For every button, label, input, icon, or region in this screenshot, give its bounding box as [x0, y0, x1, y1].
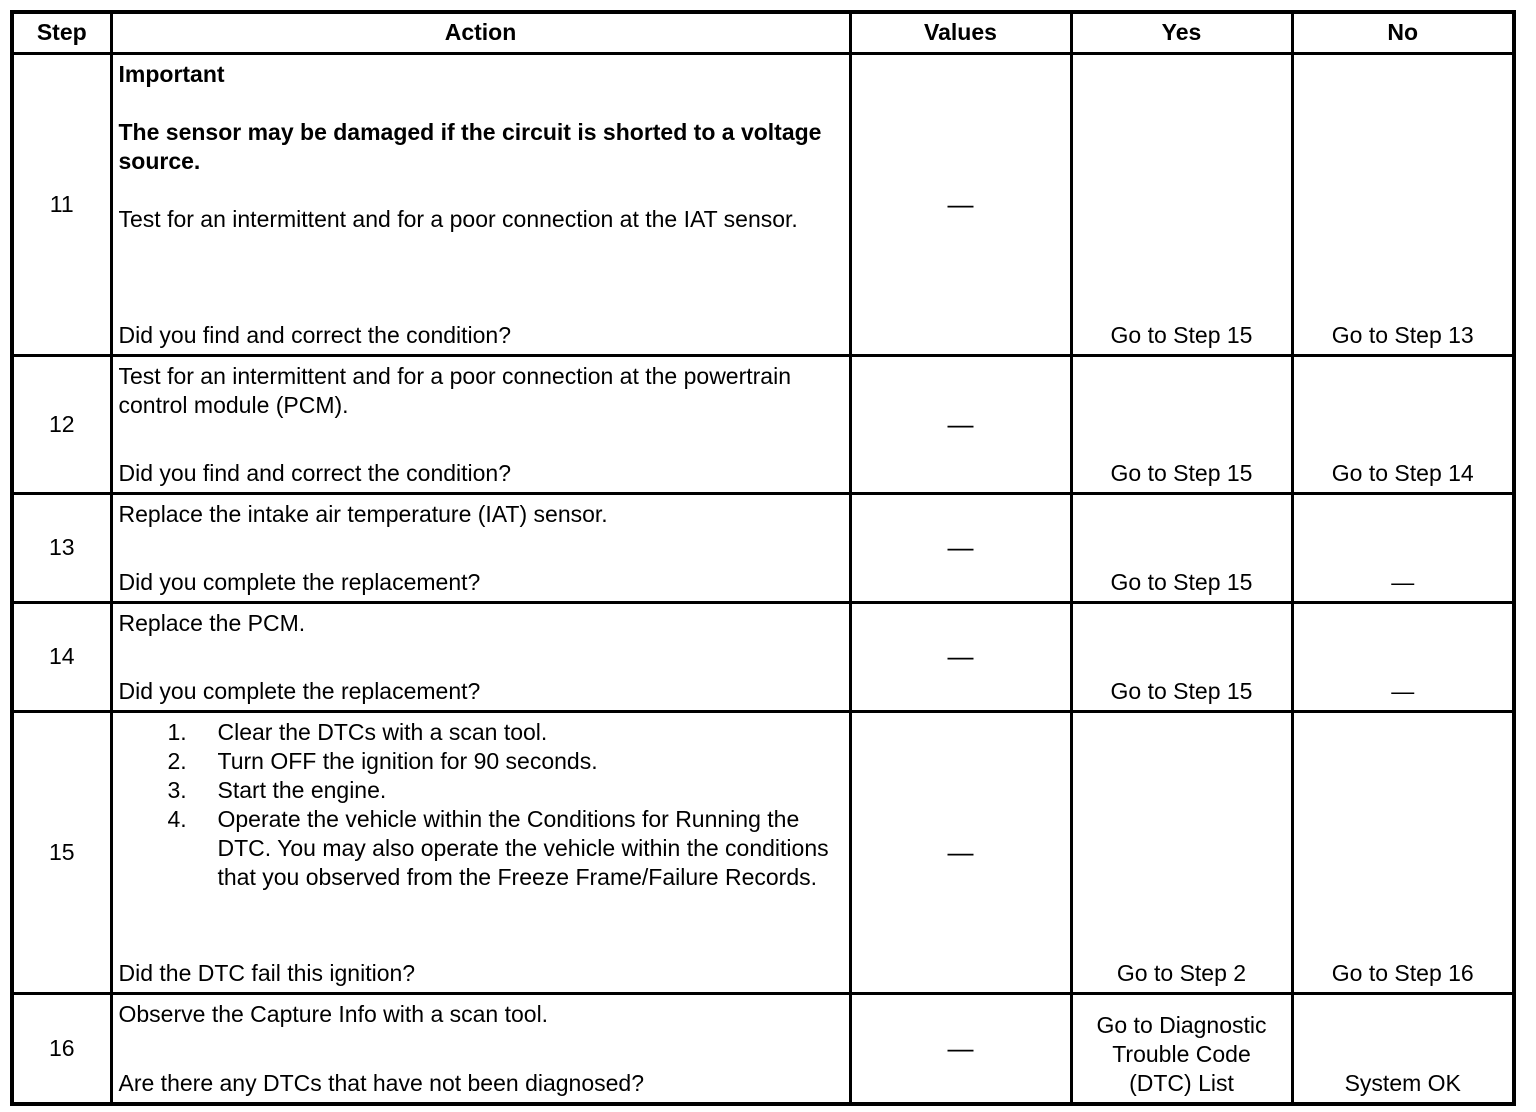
table-row-step-16 — [12, 993, 1514, 1104]
action-cell — [111, 493, 850, 602]
step-number: 14 — [12, 602, 111, 711]
no-value: — — [1292, 602, 1514, 711]
diagnostic-table — [10, 10, 1516, 1106]
action-cell — [111, 355, 850, 493]
header-no: No — [1292, 12, 1514, 53]
step-number: 12 — [12, 355, 111, 493]
header-row — [12, 12, 1514, 53]
header-yes: Yes — [1071, 12, 1292, 53]
table-row-step-11 — [12, 53, 1514, 355]
table-row-step-14 — [12, 602, 1514, 711]
list-item: Start the engine. — [217, 776, 387, 803]
important-label: Important — [118, 60, 225, 87]
action-cell — [111, 711, 850, 993]
values-cell: — — [850, 602, 1071, 711]
table-row-step-12 — [12, 355, 1514, 493]
question-text: Did you find and correct the condition? — [118, 321, 512, 348]
instruction-text: Test for an intermittent and for a poor connection at the powertrain control module (PCM). — [118, 362, 791, 418]
step-number: 11 — [12, 53, 111, 355]
values-cell: — — [850, 355, 1071, 493]
table-row-step-13 — [12, 493, 1514, 602]
step-number: 13 — [12, 493, 111, 602]
list-item: Clear the DTCs with a scan tool. — [217, 718, 548, 745]
action-cell — [111, 602, 850, 711]
no-link[interactable]: Go to Step 14 — [1292, 355, 1514, 493]
values-cell: — — [850, 711, 1071, 993]
instruction-text: Replace the PCM. — [118, 609, 306, 636]
question-text: Did you complete the replacement? — [118, 568, 481, 595]
yes-link[interactable]: Go to Step 15 — [1071, 602, 1292, 711]
question-text: Did you complete the replacement? — [118, 677, 481, 704]
procedure-list — [119, 718, 843, 892]
header-action: Action — [111, 12, 850, 53]
yes-link[interactable]: Go to Step 15 — [1071, 53, 1292, 355]
action-cell — [111, 993, 850, 1104]
yes-link[interactable]: Go to Diagnostic Trouble Code (DTC) List — [1071, 993, 1292, 1104]
warning-text: The sensor may be damaged if the circuit is shorted to a voltage source. — [118, 118, 822, 174]
no-value: — — [1292, 493, 1514, 602]
table-row-step-15 — [12, 711, 1514, 993]
values-cell: — — [850, 53, 1071, 355]
question-text: Did you find and correct the condition? — [118, 459, 512, 486]
values-cell: — — [850, 493, 1071, 602]
question-text: Are there any DTCs that have not been diagnosed? — [118, 1070, 645, 1096]
list-item: Turn OFF the ignition for 90 seconds. — [217, 747, 598, 774]
values-cell: — — [850, 993, 1071, 1104]
yes-link[interactable]: Go to Step 15 — [1071, 493, 1292, 602]
instruction-text: Test for an intermittent and for a poor connection at the IAT sensor. — [118, 205, 798, 232]
yes-link[interactable]: Go to Step 2 — [1071, 711, 1292, 993]
instruction-text: Replace the intake air temperature (IAT) sensor. — [118, 500, 608, 527]
header-values: Values — [850, 12, 1071, 53]
action-cell — [111, 53, 850, 355]
list-item: Operate the vehicle within the Conditions for Running the DTC. You may also operate the vehicle within the conditions that you observed from the Freeze Frame/Failure Records. — [217, 805, 829, 890]
no-value: System OK — [1292, 993, 1514, 1104]
question-text: Did the DTC fail this ignition? — [118, 959, 416, 986]
yes-link[interactable]: Go to Step 15 — [1071, 355, 1292, 493]
step-number: 16 — [12, 993, 111, 1104]
no-link[interactable]: Go to Step 13 — [1292, 53, 1514, 355]
no-link[interactable]: Go to Step 16 — [1292, 711, 1514, 993]
step-number: 15 — [12, 711, 111, 993]
instruction-text: Observe the Capture Info with a scan tool. — [118, 1000, 549, 1027]
header-step: Step — [12, 12, 111, 53]
